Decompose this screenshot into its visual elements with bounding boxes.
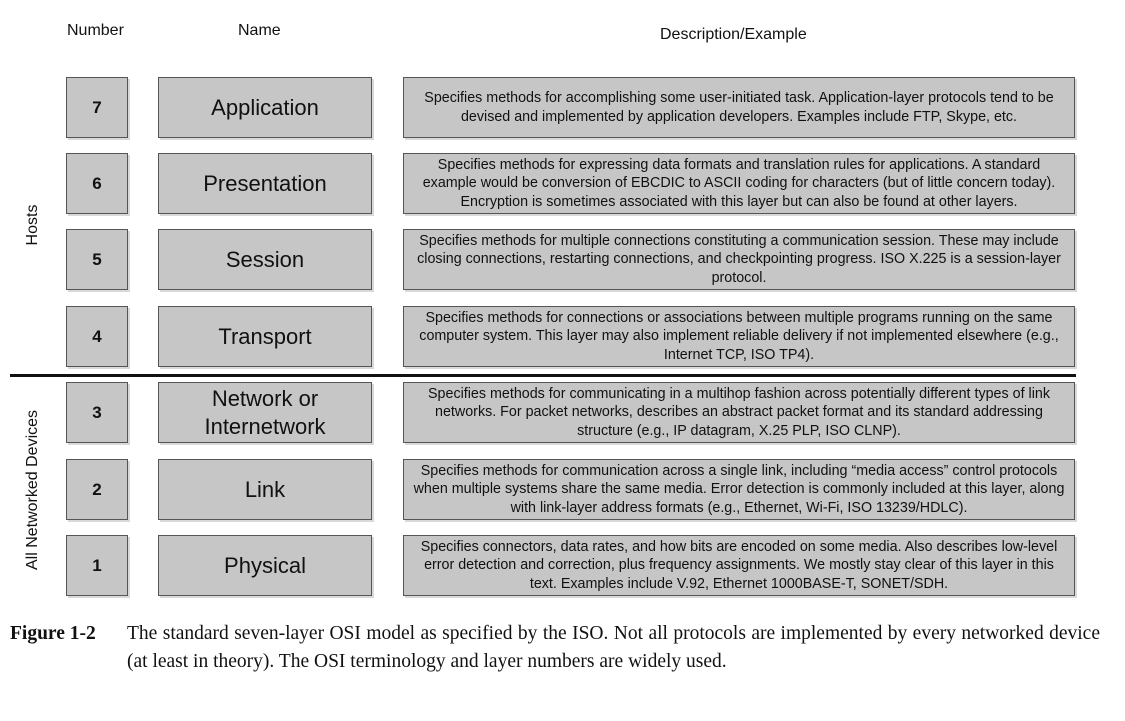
header-description: Description/Example: [660, 26, 807, 43]
layer-2-name: Link: [158, 459, 372, 520]
layer-3-description: Specifies methods for communicating in a multihop fashion across potentially different types of link networks. For packet networks, describes an abstract packet format and its standard addressing structure (e.g., IP datagram, X.25 PLP, ISO CLNP).: [403, 382, 1075, 443]
figure-caption-label: Figure 1-2: [10, 623, 96, 644]
figure-caption-text: The standard seven-layer OSI model as specified by the ISO. Not all protocols are implemented by every networked device (at least in theory). The OSI terminology and layer numbers are widely used.: [127, 623, 1100, 672]
layer-6-name: Presentation: [158, 153, 372, 214]
layer-5-name: Session: [158, 229, 372, 290]
layer-1-description: Specifies connectors, data rates, and how bits are encoded on some media. Also describes low-level error detection and correction, plus frequency assignments. We mostly stay clear of this layer in this text. Examples include V.92, Ethernet 1000BASE-T, SONET/SDH.: [403, 535, 1075, 596]
header-name: Name: [238, 22, 281, 39]
figure-caption: [10, 620, 1100, 676]
layer-3-name-line1: Network or: [211, 385, 319, 411]
layer-5-description: Specifies methods for multiple connections constituting a communication session. These may include closing connections, restarting connections, and checkpointing progress. ISO X.225 is a session-layer protocol.: [403, 229, 1075, 290]
layer-2-number: 2: [66, 459, 128, 520]
layer-3-name-line2: Internetwork: [204, 413, 326, 439]
layer-5-number: 5: [66, 229, 128, 290]
layer-3-number: 3: [66, 382, 128, 443]
layer-4-description: Specifies methods for connections or associations between multiple programs running on the same computer system. This layer may also implement reliable delivery if not implemented elsewhere (e.g., Internet TCP, ISO TP4).: [403, 306, 1075, 367]
layer-6-number: 6: [66, 153, 128, 214]
layer-6-description: Specifies methods for expressing data formats and translation rules for applications. A standard example would be conversion of EBCDIC to ASCII coding for characters (but of little concern today). Encryption is sometimes associated with this layer but can also be found at other layers.: [403, 153, 1075, 214]
layer-7-number: 7: [66, 77, 128, 138]
layer-4-name: Transport: [158, 306, 372, 367]
layer-7-name: Application: [158, 77, 372, 138]
group-label-hosts: Hosts: [24, 204, 41, 246]
group-label-networked-devices: All Networked Devices: [24, 409, 41, 571]
layer-2-description: Specifies methods for communication across a single link, including “media access” control protocols when multiple systems share the same media. Error detection is commonly included at this layer, along with link-layer address formats (e.g., Ethernet, Wi-Fi, ISO 13239/HDLC).: [403, 459, 1075, 520]
header-number: Number: [67, 22, 124, 39]
layer-4-number: 4: [66, 306, 128, 367]
layer-7-description: Specifies methods for accomplishing some user-initiated task. Application-layer protocols tend to be devised and implemented by application developers. Examples include FTP, Skype, etc.: [403, 77, 1075, 138]
layer-3-name: [158, 382, 372, 443]
layer-1-name: Physical: [158, 535, 372, 596]
layer-1-number: 1: [66, 535, 128, 596]
hosts-network-divider: [10, 374, 1076, 377]
